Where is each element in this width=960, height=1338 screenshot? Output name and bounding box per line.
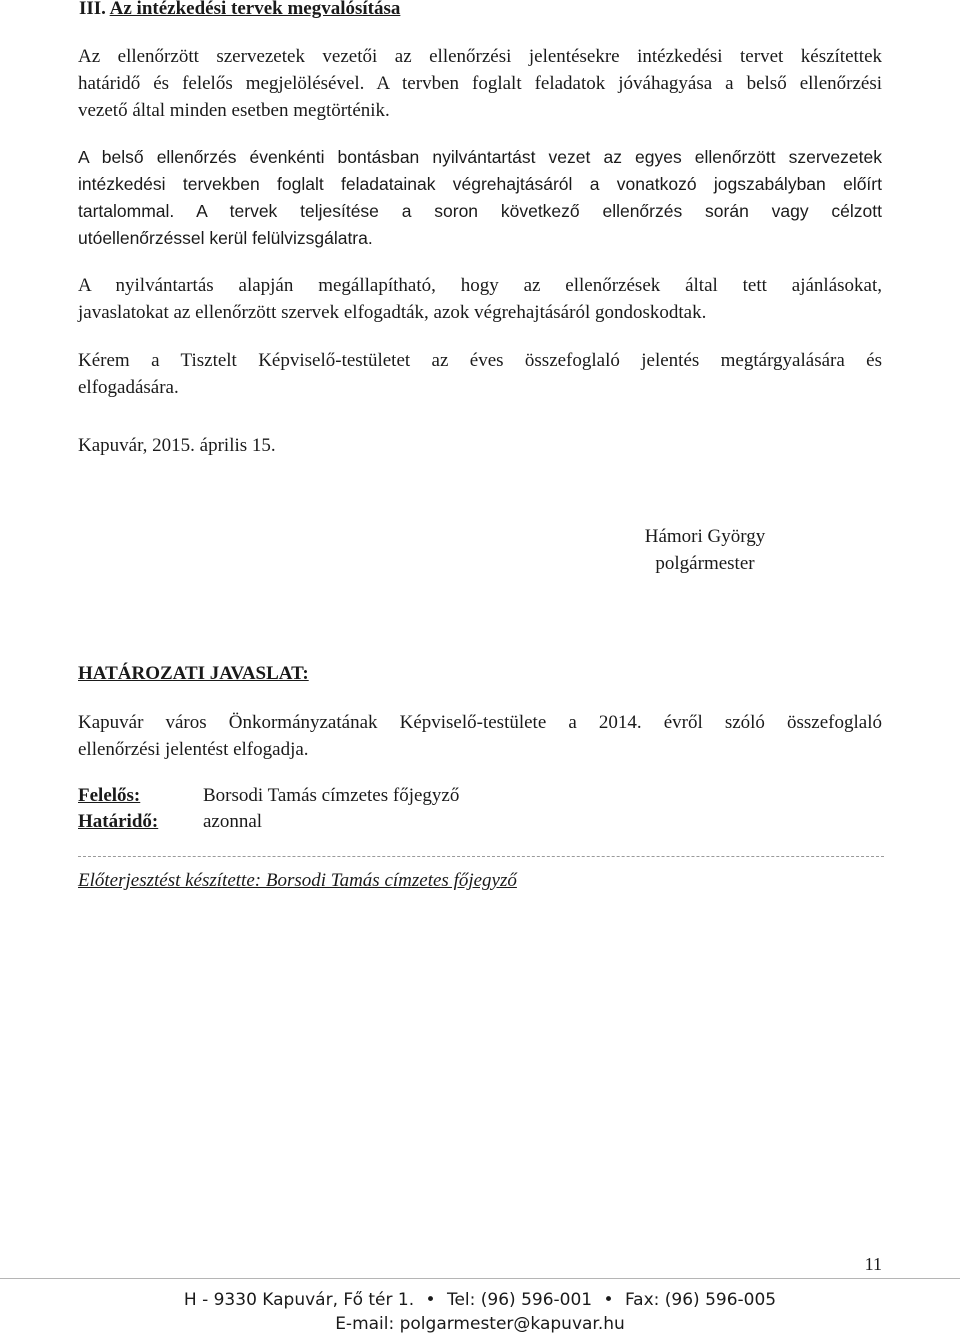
footer-tel: Tel: (96) 596-001 xyxy=(446,1290,593,1310)
paragraph-line: Az ellenőrzött szervezetek vezetői az ellenőrzési jelentésekre intézkedési tervet készítettek xyxy=(78,46,882,67)
place-and-date: Kapuvár, 2015. április 15. xyxy=(78,435,276,456)
paragraph-intervention-plans xyxy=(78,43,882,124)
signatory-role: polgármester xyxy=(655,553,755,574)
footer-email: E-mail: polgarmester@kapuvar.hu xyxy=(335,1314,625,1334)
paragraph-line: A belső ellenőrzés évenkénti bontásban nyilvántartást vezet az egyes ellenőrzött szervezetek xyxy=(78,147,882,167)
responsible-label: Felelős: xyxy=(78,785,141,806)
section-heading xyxy=(79,0,400,20)
paragraph-line: intézkedési tervekben foglalt feladatainak végrehajtásáról a vonatkozó jogszabályban előírt xyxy=(78,174,882,194)
resolution-text xyxy=(78,709,882,763)
responsible-value: Borsodi Tamás címzetes főjegyző xyxy=(203,785,460,806)
paragraph-line: Kapuvár város Önkormányzatának Képviselő-testülete a 2014. évről szóló összefoglaló xyxy=(78,712,882,733)
paragraph-line: A nyilvántartás alapján megállapítható, hogy az ellenőrzések által tett ajánlásokat, xyxy=(78,275,882,296)
section-divider xyxy=(78,856,884,857)
resolution-title: HATÁROZATI JAVASLAT: xyxy=(78,663,309,684)
bullet-separator-icon: • xyxy=(603,1290,614,1310)
paragraph-line: tartalommal. A tervek teljesítése a soron következő ellenőrzés során vagy célzott xyxy=(78,201,882,221)
deadline-value: azonnal xyxy=(203,811,263,832)
footer-fax: Fax: (96) 596-005 xyxy=(624,1290,777,1310)
paragraph-findings xyxy=(78,272,882,326)
signatory-name: Hámori György xyxy=(644,526,766,547)
bullet-separator-icon: • xyxy=(425,1290,436,1310)
paragraph-line: Kérem a Tisztelt Képviselő-testületet az éves összefoglaló jelentés megtárgyalására és xyxy=(78,350,882,371)
signature-block xyxy=(560,523,850,577)
paragraph-line: utóellenőrzéssel kerül felülvizsgálatra. xyxy=(78,228,373,248)
paragraph-line: ellenőrzési jelentést elfogadja. xyxy=(78,739,309,760)
paragraph-line: elfogadására. xyxy=(78,377,179,398)
footer-rule xyxy=(0,1278,960,1279)
footer-address: H - 9330 Kapuvár, Fő tér 1. xyxy=(183,1290,415,1310)
page-number: 11 xyxy=(864,1254,882,1274)
section-number: III. xyxy=(79,0,106,19)
section-title: Az intézkedési tervek megvalósítása xyxy=(109,0,401,19)
footer-contact-line xyxy=(0,1290,960,1310)
prepared-by: Előterjesztést készítette: Borsodi Tamás címzetes főjegyző xyxy=(78,870,517,891)
paragraph-line: javaslatokat az ellenőrzött szervek elfogadták, azok végrehajtásáról gondoskodtak. xyxy=(78,302,707,323)
paragraph-register xyxy=(78,144,882,252)
paragraph-line: vezető által minden esetben megtörténik. xyxy=(78,100,390,121)
deadline-label: Határidő: xyxy=(78,811,159,832)
paragraph-request xyxy=(78,347,882,401)
paragraph-line: határidő és felelős megjelölésével. A tervben foglalt feladatok jóváhagyása a belső ellenőrzési xyxy=(78,73,882,94)
